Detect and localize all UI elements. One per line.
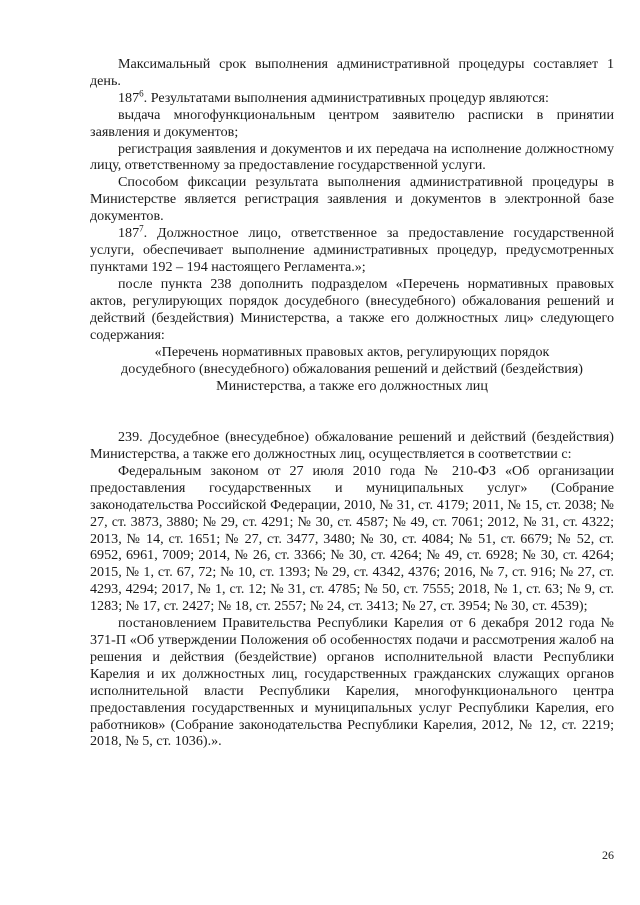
paragraph-text: . Должностное лицо, ответственное за предоставление государственной услуги, обеспечивает выполнение административных процедур, предусмотренных пунктами 192 – 194 настоящего Регламента.»; bbox=[90, 225, 614, 275]
clause-superscript: 6 bbox=[139, 88, 144, 99]
paragraph-receipt bbox=[90, 107, 614, 141]
paragraph-187-7 bbox=[90, 225, 614, 276]
document-body bbox=[90, 56, 614, 750]
page-number: 26 bbox=[602, 848, 614, 862]
paragraph-text: постановлением Правительства Республики Карелия от 6 декабря 2012 года № 371-П «Об утверждении Положения об особенностях подачи и рассмотрения жалоб на решения и действия (бездействие) органов исполнительной власти Республики Карелия и их должностных лиц, государственных гражданских служащих органов исполнительной власти Республики Карелия, многофункционального центра предоставления государственных и муниципальных услуг Республики Карелия, его работников» (Собрание законодательства Республики Карелия, 2012, № 12, ст. 2219; 2018, № 5, ст. 1036).». bbox=[90, 615, 614, 750]
paragraph-text: Способом фиксации результата выполнения административной процедуры в Министерстве является регистрация заявления и документов в электронной базе документов. bbox=[90, 174, 614, 225]
paragraph-text: выдача многофункциональным центром заявителю расписки в принятии заявления и документов; bbox=[90, 106, 614, 140]
paragraph-239 bbox=[90, 429, 614, 463]
paragraph-text: регистрация заявления и документов и их передача на исполнение должностному лицу, ответственному за предоставление государственной услуги. bbox=[90, 140, 614, 174]
paragraph-text: 239. Досудебное (внесудебное) обжалование решений и действий (бездействия) Министерства, а также его должностных лиц, осуществляется в соответствии с: bbox=[90, 429, 614, 463]
clause-superscript: 7 bbox=[139, 223, 144, 234]
paragraph-text: Максимальный срок выполнения административной процедуры составляет 1 день. bbox=[90, 56, 614, 89]
heading-line: досудебного (внесудебного) обжалования решений и действий (бездействия) bbox=[121, 361, 583, 378]
paragraph-text: Федеральным законом от 27 июля 2010 года № 210-ФЗ «Об организации предоставления государственных и муниципальных услуг» (Собрание законодательства Российской Федерации, 2010, № 31, ст. 4179; 2011, № 15, ст. 2038; № 27, ст. 3873, 3880; № 29, ст. 4291; № 30, ст. 4587; № 49, ст. 7061; 2012, № 31, ст. 4322; 2013, № 14, ст. 1651; № 27, ст. 3477, 3480; № 30, ст. 4084; № 51, ст. 6679; № 52, ст. 6952, 6961, 7009; 2014, № 26, ст. 3366; № 30, ст. 4264; № 49, ст. 6928; № 30, ст. 4264; 2015, № 1, ст. 67, 72; № 10, ст. 1393; № 29, ст. 4342, 4376; 2016, № 7, ст. 916; № 27, ст. 4293, 4294; 2017, № 1, ст. 12; № 31, ст. 4785; № 50, ст. 7555; 2018, № 1, ст. 63; № 9, ст. 1283; № 17, ст. 2427; № 18, ст. 2557; № 24, ст. 3413; № 27, ст. 3954; № 30, ст. 4539); bbox=[90, 462, 614, 615]
paragraph-text: после пункта 238 дополнить подразделом «Перечень нормативных правовых актов, регулирующих порядок досудебного (внесудебного) обжалования решений и действий (бездействия) Министерства, а также его должностных лиц» следующего содержания: bbox=[90, 275, 614, 343]
paragraph-registration bbox=[90, 141, 614, 175]
heading-line: Министерства, а также его должностных лиц bbox=[216, 378, 488, 395]
spacer bbox=[90, 395, 614, 429]
paragraph-fixation bbox=[90, 174, 614, 225]
paragraph-federal-law bbox=[90, 463, 614, 615]
paragraph-after-238 bbox=[90, 276, 614, 344]
paragraph-max-term bbox=[90, 56, 614, 90]
paragraph-text: . Результатами выполнения административных процедур являются: bbox=[143, 89, 549, 106]
clause-number: 187 bbox=[118, 89, 140, 106]
clause-number: 187 bbox=[118, 225, 140, 242]
heading-line: «Перечень нормативных правовых актов, регулирующих порядок bbox=[154, 344, 550, 361]
paragraph-187-6 bbox=[90, 90, 614, 107]
section-heading bbox=[90, 344, 614, 395]
paragraph-decree bbox=[90, 615, 614, 750]
